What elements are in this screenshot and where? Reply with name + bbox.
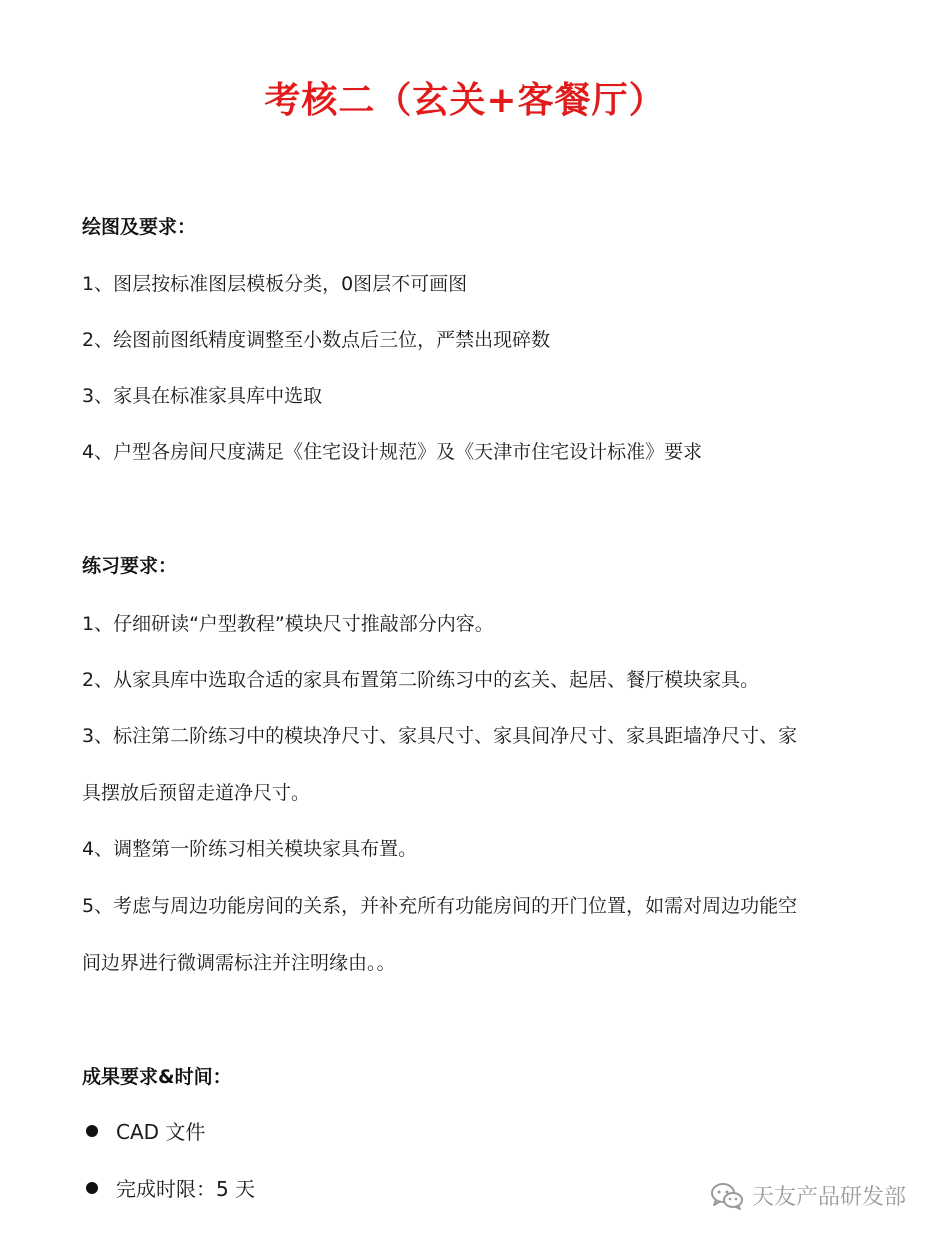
practice-line: 5、考虑与周边功能房间的关系，并补充所有功能房间的开门位置，如需对周边功能空 [82,895,798,917]
practice-line: 具摆放后预留走道净尺寸。 [82,782,311,804]
bullet-icon [86,1182,98,1194]
practice-line: 4、调整第一阶练习相关模块家具布置。 [82,838,418,860]
wechat-icon [710,1182,744,1210]
section-heading-drawing-requirements: 绘图及要求： [82,216,197,238]
practice-line: 2、从家具库中选取合适的家具布置第二阶练习中的玄关、起居、餐厅模块家具。 [82,669,760,691]
practice-line: 3、标注第二阶练习中的模块净尺寸、家具尺寸、家具间净尺寸、家具距墙净尺寸、家 [82,725,798,747]
page-title: 考核二（玄关+客餐厅） [264,80,666,121]
bullet-icon [86,1125,98,1137]
deliverable-label: CAD 文件 [116,1120,206,1144]
requirement-item: 2、绘图前图纸精度调整至小数点后三位，严禁出现碎数 [82,329,551,351]
requirement-item: 4、户型各房间尺度满足《住宅设计规范》及《天津市住宅设计标准》要求 [82,441,703,463]
section-heading-deliverables-time: 成果要求&时间： [82,1066,232,1088]
section-heading-practice-requirements: 练习要求： [82,555,178,577]
deliverable-item [82,1173,255,1202]
deliverable-label: 完成时限：5 天 [116,1177,256,1201]
watermark-text: 天友产品研发部 [751,1185,906,1210]
practice-line: 间边界进行微调需标注并注明缘由。。 [82,952,396,974]
deliverable-item [82,1116,205,1145]
watermark [710,1180,906,1211]
requirement-item: 1、图层按标准图层模板分类，0图层不可画图 [82,273,468,295]
practice-line: 1、仔细研读“户型教程”模块尺寸推敲部分内容。 [82,613,494,635]
requirement-item: 3、家具在标准家具库中选取 [82,385,323,407]
